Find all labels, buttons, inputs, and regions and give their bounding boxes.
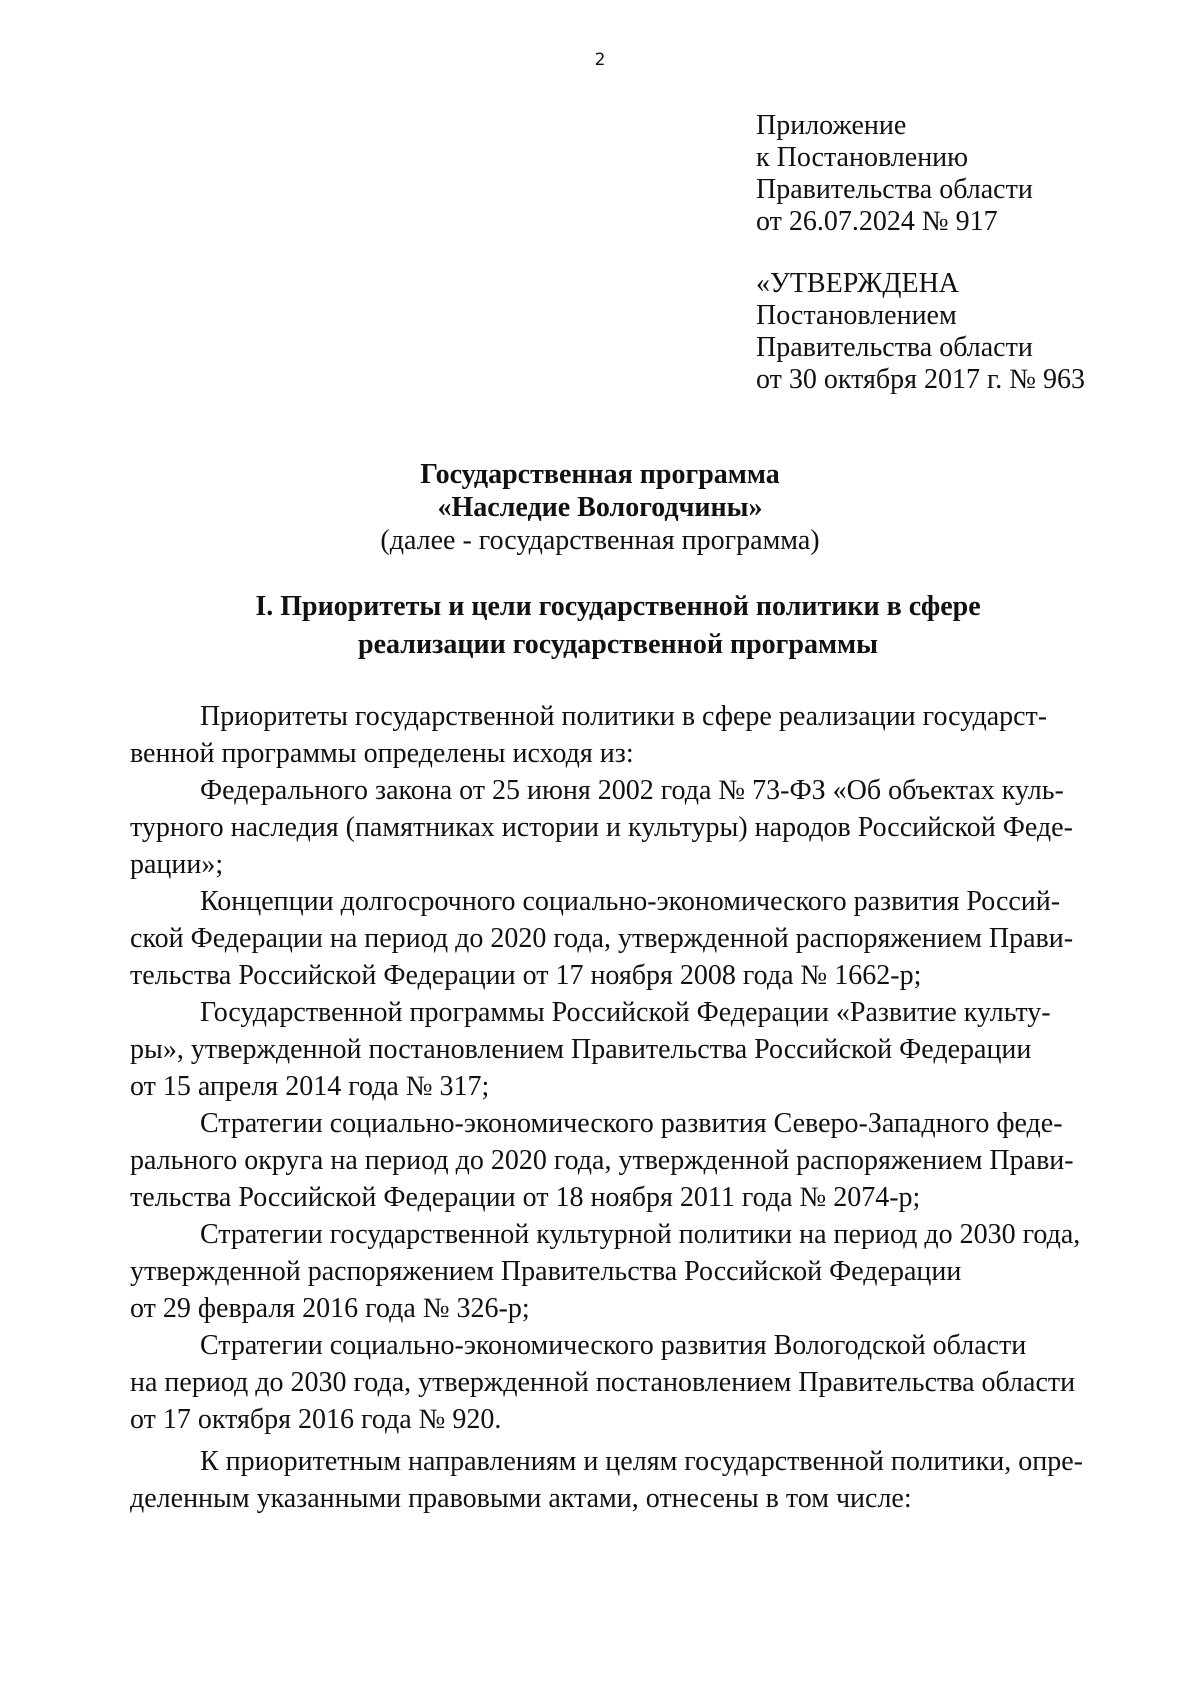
- paragraph-line: от 17 октября 2016 года № 920.: [130, 1404, 502, 1435]
- appendix-reference-block: [756, 110, 1033, 238]
- appendix-line: от 26.07.2024 № 917: [756, 206, 998, 237]
- paragraph-line: Стратегии государственной культурной политики на период до 2030 года,: [200, 1219, 1081, 1250]
- paragraph-line: турного наследия (памятниках истории и культуры) народов Российской Феде-: [130, 812, 1073, 843]
- approval-line: «УТВЕРЖДЕНА: [756, 268, 960, 299]
- title-note: (далее - государственная программа): [380, 525, 820, 556]
- paragraph-line: рального округа на период до 2020 года, утвержденной распоряжением Прави-: [130, 1145, 1074, 1176]
- paragraph: [130, 698, 1104, 772]
- paragraph: [130, 1216, 1104, 1327]
- approval-line: от 30 октября 2017 г. № 963: [756, 364, 1086, 395]
- paragraph: [130, 1443, 1104, 1517]
- paragraph-line: Концепции долгосрочного социально-экономического развития Россий-: [200, 886, 1061, 917]
- paragraph-line: ской Федерации на период до 2020 года, утвержденной распоряжением Прави-: [130, 923, 1074, 954]
- approval-line: Постановлением: [756, 300, 957, 331]
- title-program-name: «Наследие Вологодчины»: [437, 492, 763, 523]
- section-heading: [0, 588, 1200, 664]
- section-heading-line: реализации государственной программы: [358, 629, 878, 660]
- paragraph-line: от 15 апреля 2014 года № 317;: [130, 1071, 490, 1102]
- paragraph: [130, 1327, 1104, 1438]
- approval-line: Правительства области: [756, 332, 1033, 363]
- paragraph-line: рации»;: [130, 849, 224, 880]
- paragraph-line: ры», утвержденной постановлением Правительства Российской Федерации: [130, 1034, 1032, 1065]
- text-line: Приоритеты государственной политики в сфере реализации государст-: [200, 701, 1048, 732]
- appendix-line: к Постановлению: [756, 142, 969, 173]
- appendix-line: Приложение: [756, 110, 907, 141]
- paragraph-line: утвержденной распоряжением Правительства Российской Федерации: [130, 1256, 962, 1287]
- paragraph: [130, 883, 1104, 994]
- paragraph-line: от 29 февраля 2016 года № 326-р;: [130, 1293, 530, 1324]
- title-program: Государственная программа: [420, 459, 780, 490]
- paragraph-line: Стратегии социально-экономического развития Северо-Западного феде-: [200, 1108, 1063, 1139]
- paragraph: [130, 994, 1104, 1105]
- paragraph: [130, 1105, 1104, 1216]
- body-text: [130, 698, 1104, 1517]
- section-heading-line: I. Приоритеты и цели государственной политики в сфере: [255, 591, 981, 622]
- document-title: [0, 458, 1200, 557]
- paragraph-line: тельства Российской Федерации от 18 ноября 2011 года № 2074-р;: [130, 1182, 921, 1213]
- approval-stamp-block: [756, 268, 1085, 396]
- paragraph-line: деленным указанными правовыми актами, отнесены в том числе:: [130, 1483, 912, 1514]
- page-number: 2: [594, 50, 606, 70]
- paragraph-line: Стратегии социально-экономического развития Вологодской области: [200, 1330, 1027, 1361]
- paragraph-line: венной программы определены исходя из:: [130, 738, 634, 769]
- paragraph-line: [130, 698, 1104, 735]
- paragraph-line: Федерального закона от 25 июня 2002 года № 73-ФЗ «Об объектах куль-: [200, 775, 1064, 806]
- paragraph-line: Государственной программы Российской Федерации «Развитие культу-: [200, 997, 1051, 1028]
- appendix-line: Правительства области: [756, 174, 1033, 205]
- paragraph: [130, 772, 1104, 883]
- paragraph-line: на период до 2030 года, утвержденной постановлением Правительства области: [130, 1367, 1076, 1398]
- paragraph-line: К приоритетным направлениям и целям государственной политики, опре-: [200, 1446, 1083, 1477]
- paragraph-line: тельства Российской Федерации от 17 ноября 2008 года № 1662-р;: [130, 960, 922, 991]
